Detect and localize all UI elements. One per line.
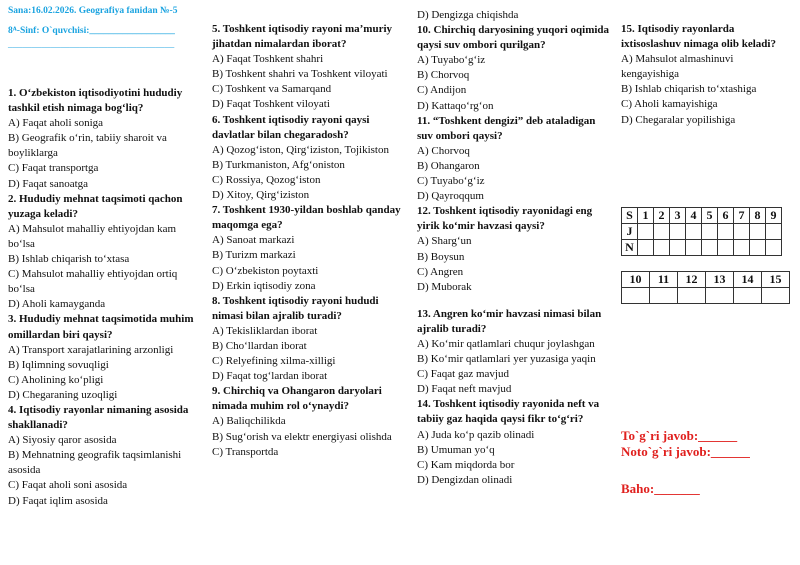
grid-header-cell: 3 [670, 208, 686, 224]
answer-option: B) Iqlimning sovuqligi [8, 358, 109, 371]
option: D) Dengizga chiqishda [417, 9, 519, 21]
correct-answers-field: To`g`ri javob:______ [621, 428, 738, 443]
answer-option: B) Cho‘llardan iborat [212, 339, 307, 352]
column-4 [621, 22, 793, 128]
answer-option: C) Transportda [212, 445, 279, 458]
answer-option: B) Ohangaron [417, 159, 480, 172]
question-text: 12. Toshkent iqtisodiy rayonidagi eng yirik ko‘mir havzasi qaysi? [417, 205, 593, 233]
answer-cell[interactable] [670, 224, 686, 240]
answer-option: A) Mahsulot mahalliy ehtiyojdan kam bo‘lsa [8, 222, 177, 250]
answer-cell[interactable] [654, 240, 670, 256]
answer-option: A) Juda ko‘p qazib olinadi [417, 428, 535, 441]
answer-option: D) Xitoy, Qirg‘iziston [212, 189, 310, 202]
answer-cell[interactable] [750, 224, 766, 240]
answer-cell[interactable] [734, 240, 750, 256]
answer-option: B) Turizm markazi [212, 249, 296, 262]
question-text: 4. Iqtisodiy rayonlar nimaning asosida shakllanadi? [8, 403, 189, 432]
answer-option: A) Qozog‘iston, Qirg‘iziston, Tojikiston [212, 143, 389, 156]
answer-cell[interactable] [766, 224, 782, 240]
answer-option: C) Angren [417, 265, 464, 278]
question-list-1 [8, 86, 204, 509]
answer-option: B) Boysun [417, 250, 465, 263]
grid-header-cell: 6 [718, 208, 734, 224]
answer-grid-row-j [622, 224, 782, 240]
answer-grid-row-n [622, 240, 782, 256]
answer-option: D) Aholi kamayganda [8, 298, 106, 311]
grid-header-cell: 2 [654, 208, 670, 224]
answer-option: C) Toshkent va Samarqand [212, 83, 332, 96]
answer-option: A) Chorvoq [417, 144, 470, 157]
answer-option: B) Turkmaniston, Afg‘oniston [212, 158, 345, 171]
answer-option: C) O‘zbekiston poytaxti [212, 264, 319, 277]
answer-option: B) Chorvoq [417, 69, 470, 82]
answer-option: D) Muborak [417, 280, 472, 293]
answer-option: C) Faqat aholi soni asosida [8, 479, 128, 492]
grid-header-cell: 12 [678, 272, 706, 288]
answer-option: A) Mahsulot almashinuvi kengayishiga [621, 53, 734, 81]
question-text: 8. Toshkent iqtisodiy rayoni hududi nimasi bilan ajralib turadi? [212, 294, 379, 322]
answer-cell[interactable] [734, 224, 750, 240]
answer-cell[interactable] [638, 224, 654, 240]
answer-option: C) Aholining ko‘pligi [8, 373, 104, 386]
grid-header-cell: 8 [750, 208, 766, 224]
answer-option: D) Faqat sanoatga [8, 177, 89, 190]
answer-option: A) Sharg‘un [417, 235, 472, 248]
date-line: Sana:16.02.2026. Geografiya fanidan №-5 [8, 6, 178, 16]
grid-header-cell: 13 [706, 272, 734, 288]
answer-option: A) Sanoat markazi [212, 234, 295, 247]
class-line: 8ᴬ-Sinf: O`quvchisi:__________________ [8, 26, 175, 36]
question-list-4 [621, 22, 793, 128]
answer-option: C) Mahsulot mahalliy ehtiyojdan ortiq bo‘lsa [8, 268, 178, 296]
answer-option: A) Ko‘mir qatlamlari chuqur joylashgan [417, 337, 595, 350]
answer-option: D) Qayroqqum [417, 190, 484, 203]
answer-option: B) Umuman yo‘q [417, 443, 495, 456]
answer-grid-row [622, 288, 790, 304]
answer-option: A) Baliqchilikda [212, 415, 286, 428]
grid-header-cell: 15 [762, 272, 790, 288]
row-label: J [622, 224, 638, 240]
grade-field: Baho:_______ [621, 481, 700, 496]
answer-option: A) Tuyabo‘g‘iz [417, 54, 486, 67]
answer-option: D) Erkin iqtisodiy zona [212, 279, 316, 292]
answer-cell[interactable] [762, 288, 790, 304]
answer-option: D) Faqat iqlim asosida [8, 494, 108, 507]
answer-option: C) Faqat transportga [8, 162, 99, 175]
answer-cell[interactable] [750, 240, 766, 256]
answer-option: C) Faqat gaz mavjud [417, 368, 509, 381]
spacer [8, 52, 204, 86]
answer-cell[interactable] [686, 224, 702, 240]
answer-option: C) Andijon [417, 84, 467, 97]
question-text: 11. “Toshkent dengizi” deb ataladigan suv ombori qaysi? [417, 114, 596, 142]
answer-cell[interactable] [650, 288, 678, 304]
answer-cell[interactable] [734, 288, 762, 304]
question-list-2 [212, 22, 408, 460]
grid-header-cell: 5 [702, 208, 718, 224]
answer-option: A) Siyosiy qaror asosida [8, 434, 117, 447]
question-list-3b [417, 307, 612, 488]
question-text: 2. Hududiy mehnat taqsimoti qachon yuzaga keladi? [8, 192, 183, 220]
answer-option: C) Rossiya, Qozog‘iston [212, 173, 321, 186]
answer-option: D) Faqat Toshkent viloyati [212, 98, 330, 111]
question-text: 6. Toshkent iqtisodiy rayoni qaysi davlatlar bilan chegaradosh? [212, 113, 370, 141]
answer-option: B) Ko‘mir qatlamlari yer yuzasiga yaqin [417, 353, 596, 366]
answer-option: D) Chegaraning uzoqligi [8, 388, 118, 401]
answer-grid-header-row [622, 208, 782, 224]
question-text: 13. Angren ko‘mir havzasi nimasi bilan ajralib turadi? [417, 307, 602, 335]
answer-cell[interactable] [766, 240, 782, 256]
answer-cell[interactable] [622, 288, 650, 304]
question-text: 1. O‘zbekiston iqtisodiyotini hududiy tashkil etish nimaga bog‘liq? [8, 87, 183, 115]
answer-cell[interactable] [638, 240, 654, 256]
answer-cell[interactable] [706, 288, 734, 304]
spacer [417, 295, 612, 307]
answer-grid-header-row [622, 272, 790, 288]
question-text: 15. Iqtisodiy rayonlarda ixtisoslashuv nimaga olib keladi? [621, 23, 776, 51]
question-text: 7. Toshkent 1930-yildan boshlab qanday maqomga ega? [212, 204, 401, 232]
answer-option: C) Aholi kamayishiga [621, 98, 718, 111]
answer-option: A) Faqat aholi soniga [8, 117, 104, 130]
question-text: 3. Hududiy mehnat taqsimotida muhim omillardan biri qaysi? [8, 313, 194, 341]
question-text: 10. Chirchiq daryosining yuqori oqimida qaysi suv ombori qurilgan? [417, 24, 610, 52]
answer-option: B) Toshkent shahri va Toshkent viloyati [212, 68, 388, 81]
answer-cell[interactable] [654, 224, 670, 240]
column-2 [212, 22, 408, 460]
answer-grid-2 [621, 271, 790, 304]
grid-header-cell: 10 [622, 272, 650, 288]
answer-option: A) Faqat Toshkent shahri [212, 53, 324, 66]
answer-option: B) Ishlab chiqarish to‘xtasa [8, 253, 130, 266]
column-3 [417, 8, 612, 488]
grid-header-cell: S [622, 208, 638, 224]
answer-option: B) Mehnatning geografik taqsimlanishi asosida [8, 449, 182, 477]
grid-header-cell: 7 [734, 208, 750, 224]
row-label: N [622, 240, 638, 256]
grid-header-cell: 4 [686, 208, 702, 224]
answer-cell[interactable] [702, 224, 718, 240]
answer-option: D) Faqat tog‘lardan iborat [212, 370, 328, 383]
grid-header-cell: 14 [734, 272, 762, 288]
answer-option: D) Chegaralar yopilishiga [621, 113, 736, 126]
answer-option: B) Geografik o‘rin, tabiiy sharoit va boyliklarga [8, 132, 167, 160]
answer-cell[interactable] [686, 240, 702, 256]
answer-cell[interactable] [702, 240, 718, 256]
answer-option: C) Tuyabo‘g‘iz [417, 175, 485, 188]
question-text: 9. Chirchiq va Ohangaron daryolari nimada muhim rol o‘ynaydi? [212, 385, 382, 413]
question-text: 14. Toshkent iqtisodiy rayonida neft va tabiiy gaz haqida qaysi fikr to‘g‘ri? [417, 398, 600, 426]
question-text: 5. Toshkent iqtisodiy rayoni ma’muriy jihatdan nimalardan iborat? [212, 23, 393, 51]
answer-option: D) Kattaqo‘rg‘on [417, 99, 494, 112]
answer-cell[interactable] [718, 224, 734, 240]
answer-option: D) Faqat neft mavjud [417, 383, 512, 396]
answer-option: A) Transport xarajatlarining arzonligi [8, 343, 174, 356]
answer-option: C) Kam miqdorda bor [417, 458, 515, 471]
name-underline: ___________________________________ [8, 40, 175, 50]
answer-cell[interactable] [670, 240, 686, 256]
answer-cell[interactable] [718, 240, 734, 256]
answer-option: A) Tekisliklardan iborat [212, 324, 318, 337]
answer-option: B) Sug‘orish va elektr energiyasi olishda [212, 430, 392, 443]
grid-header-cell: 11 [650, 272, 678, 288]
grid-header-cell: 9 [766, 208, 782, 224]
grid-header-cell: 1 [638, 208, 654, 224]
answer-cell[interactable] [678, 288, 706, 304]
question-list-3 [417, 23, 612, 295]
answer-option: D) Dengizdan olinadi [417, 473, 513, 486]
column-1 [8, 4, 204, 509]
answer-option: C) Relyefining xilma-xilligi [212, 355, 336, 368]
answer-option: B) Ishlab chiqarish to‘xtashiga [621, 83, 757, 96]
answer-grid-1 [621, 207, 782, 256]
wrong-answers-field: Noto`g`ri javob:______ [621, 444, 750, 459]
